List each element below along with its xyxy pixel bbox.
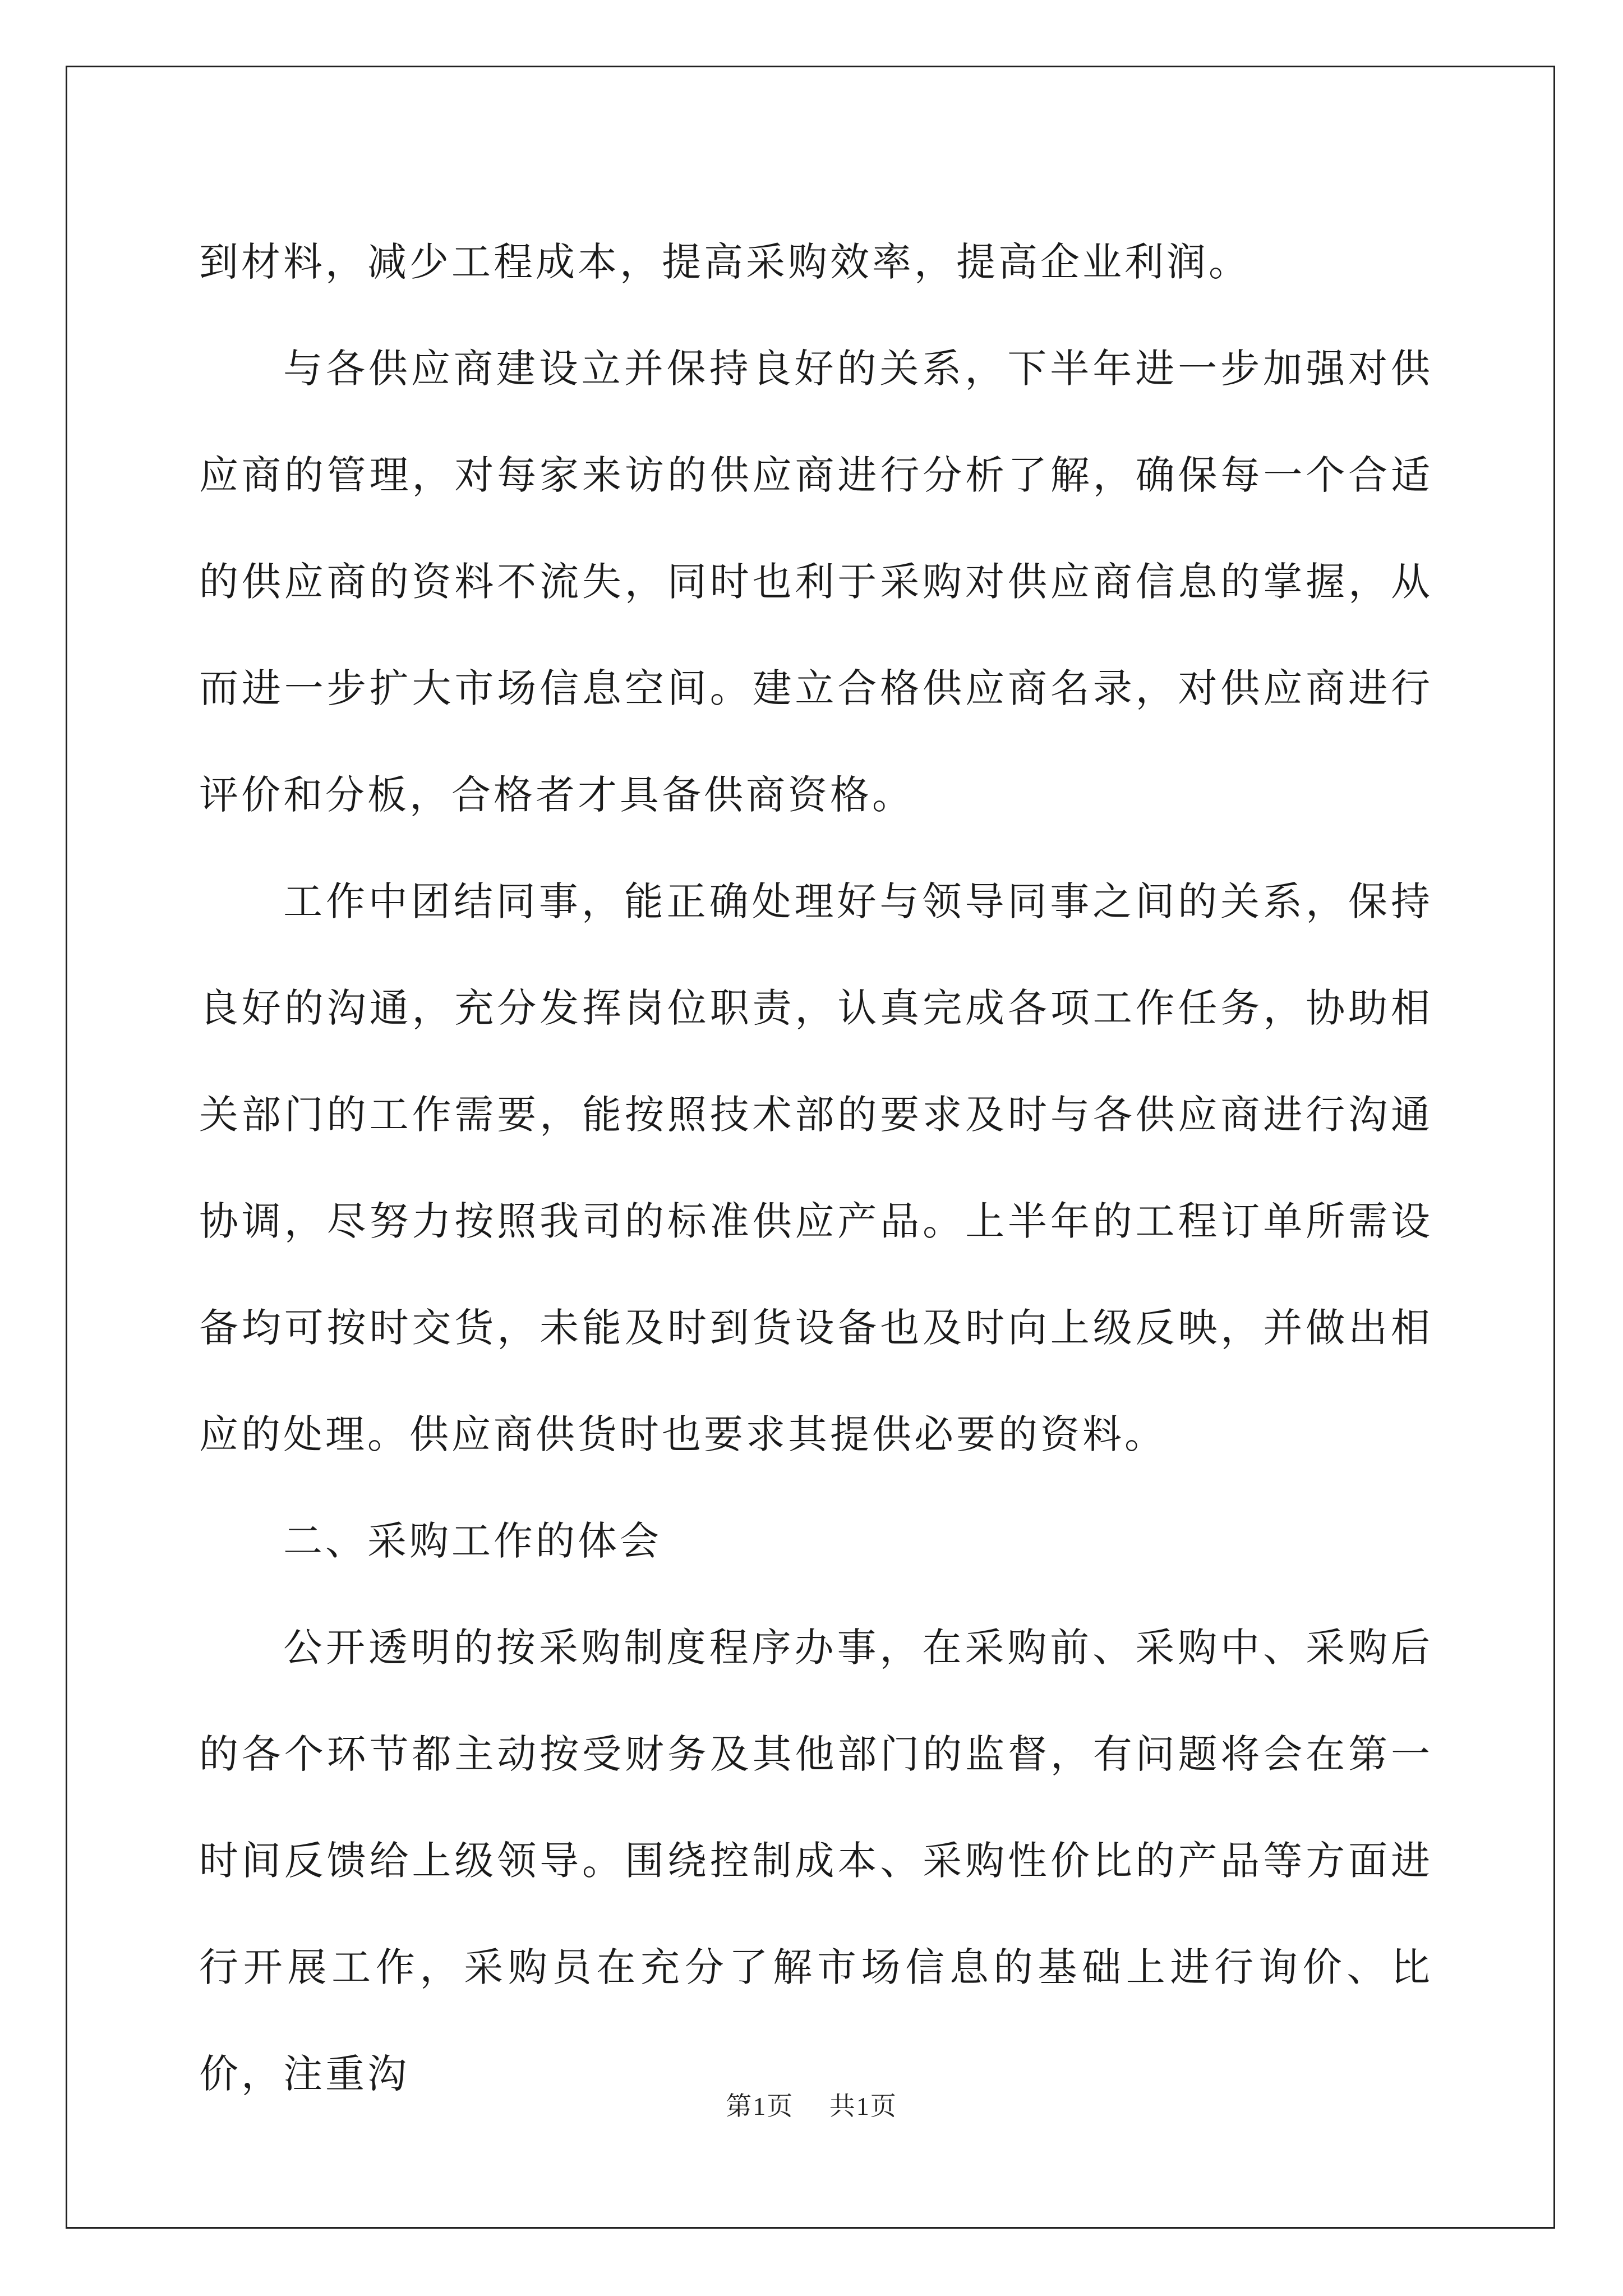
paragraph-4: 公开透明的按采购制度程序办事，在采购前、采购中、采购后的各个环节都主动按受财务及其他部门的监督，有问题将会在第一时间反馈给上级领导。围绕控制成本、采购性价比的产品等方面进行开展工作，采购员在充分了解市场信息的基础上进行询价、比价，注重沟 xyxy=(199,1625,1433,2097)
document-body xyxy=(199,209,1433,2127)
page-footer xyxy=(0,2086,1623,2123)
paragraph-1: 到材料，减少工程成本，提高采购效率，提高企业利润。 xyxy=(199,239,1251,285)
page-total: 共1页 xyxy=(829,2092,897,2120)
page-number: 第1页 xyxy=(726,2092,794,2120)
paragraph-3: 工作中团结同事，能正确处理好与领导同事之间的关系，保持良好的沟通，充分发挥岗位职责，认真完成各项工作任务，协助相关部门的工作需要，能按照技术部的要求及时与各供应商进行沟通协调，尽努力按照我司的标准供应产品。上半年的工程订单所需设备均可按时交货，未能及时到货设备也及时向上级反映，并做出相应的处理。供应商供货时也要求其提供必要的资料。 xyxy=(199,878,1433,1457)
section-heading: 二、采购工作的体会 xyxy=(283,1518,662,1564)
paragraph-2: 与各供应商建设立并保持良好的关系，下半年进一步加强对供应商的管理，对每家来访的供应商进行分析了解，确保每一个合适的供应商的资料不流失，同时也利于采购对供应商信息的掌握，从而进一步扩大市场信息空间。建立合格供应商名录，对供应商进行评价和分板，合格者才具备供商资格。 xyxy=(199,346,1433,818)
